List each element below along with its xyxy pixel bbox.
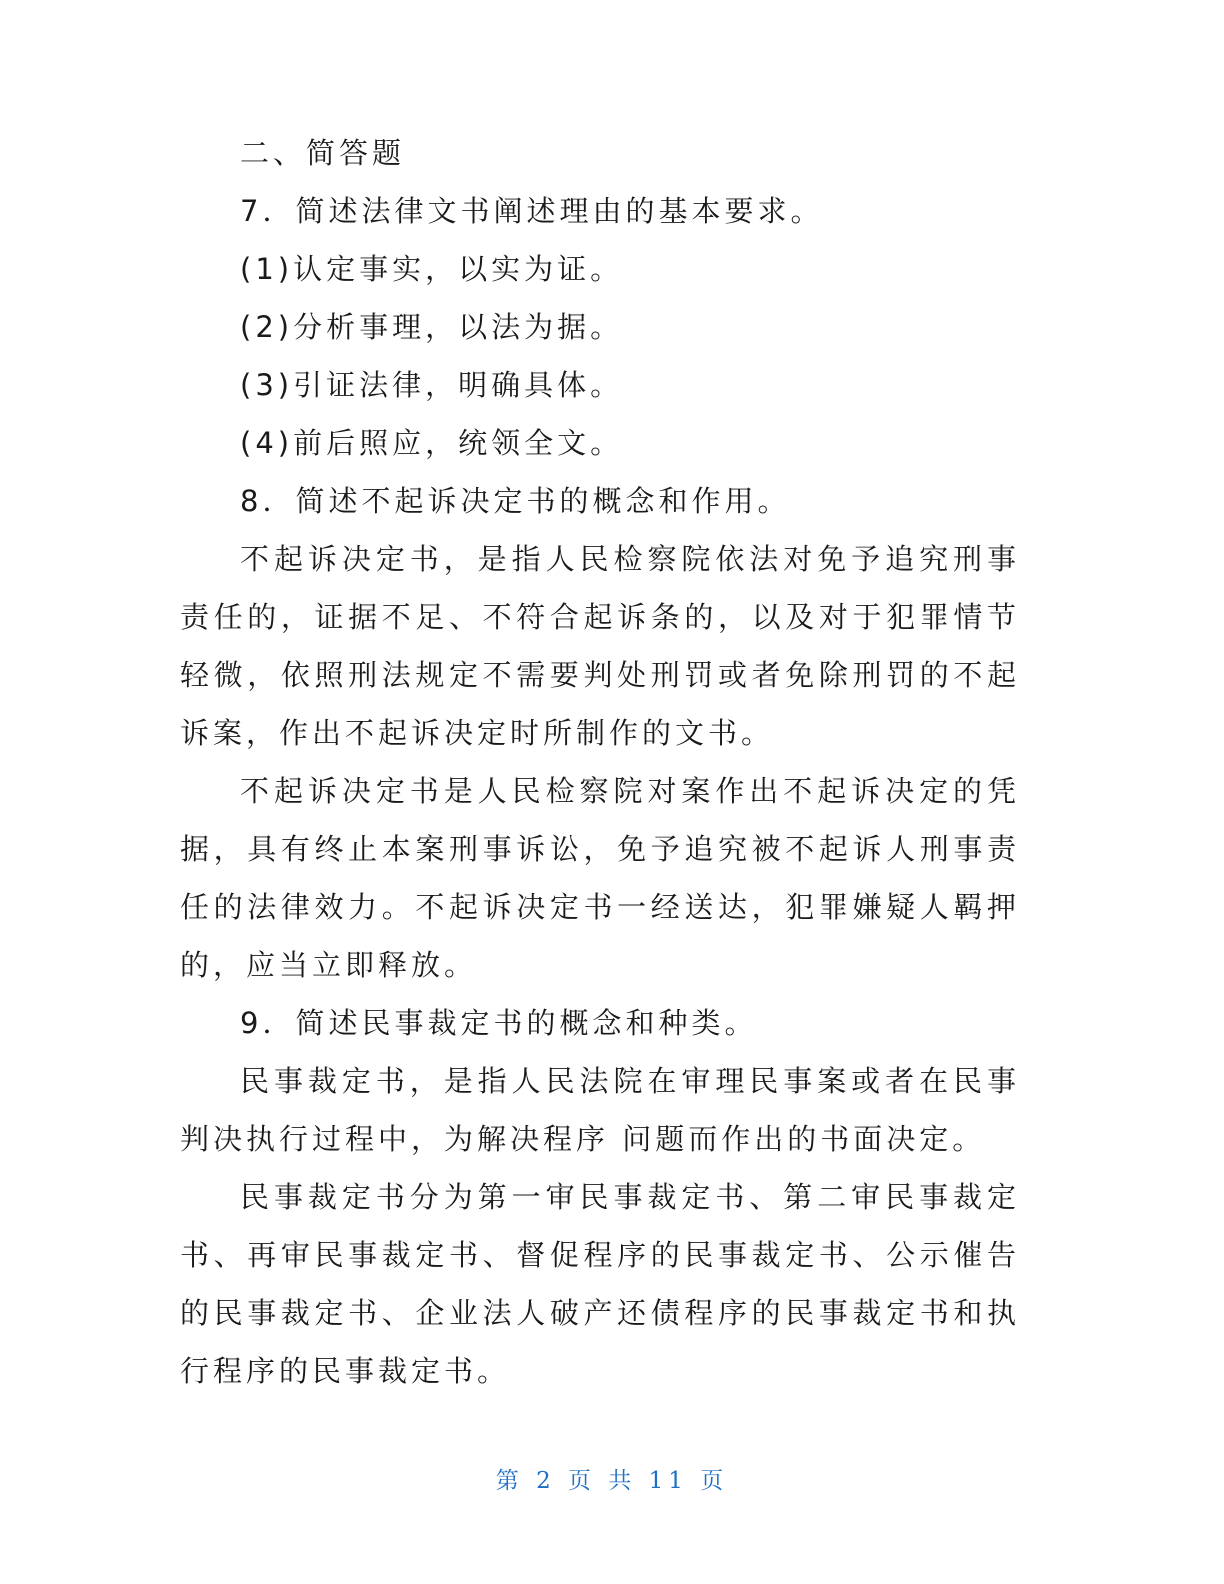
question-8-paragraph-1: 不起诉决定书，是指人民检察院依法对免予追究刑事责任的，证据不足、不符合起诉条的，以及对于犯罪情节轻微，依照刑法规定不需要判处刑罚或者免除刑罚的不起诉案，作出不起诉决定时所制作的文书。 [180,542,1020,750]
page-number-footer: 第 2 页 共 11 页 [495,1468,729,1494]
question-7-item-1: (1)认定事实，以实为证。 [240,252,624,286]
document-body [180,124,1020,1400]
question-7-title: 7．简述法律文书阐述理由的基本要求。 [240,194,824,228]
question-7-item-2: (2)分析事理，以法为据。 [240,310,624,344]
section-heading: 二、简答题 [240,136,406,170]
question-8-title: 8．简述不起诉决定书的概念和作用。 [240,484,791,518]
question-7-item-3: (3)引证法律，明确具体。 [240,368,624,402]
question-9-paragraph-2: 民事裁定书分为第一审民事裁定书、第二审民事裁定书、再审民事裁定书、督促程序的民事裁定书、公示催告的民事裁定书、企业法人破产还债程序的民事裁定书和执行程序的民事裁定书。 [180,1180,1020,1388]
question-8-paragraph-2: 不起诉决定书是人民检察院对案作出不起诉决定的凭据，具有终止本案刑事诉讼，免予追究被不起诉人刑事责任的法律效力。不起诉决定书一经送达，犯罪嫌疑人羁押的，应当立即释放。 [180,774,1020,982]
question-9-title: 9．简述民事裁定书的概念和种类。 [240,1006,758,1040]
question-9-paragraph-1: 民事裁定书，是指人民法院在审理民事案或者在民事判决执行过程中，为解决程序 问题而作出的书面决定。 [180,1064,1020,1156]
question-7-item-4: (4)前后照应，统领全文。 [240,426,624,460]
